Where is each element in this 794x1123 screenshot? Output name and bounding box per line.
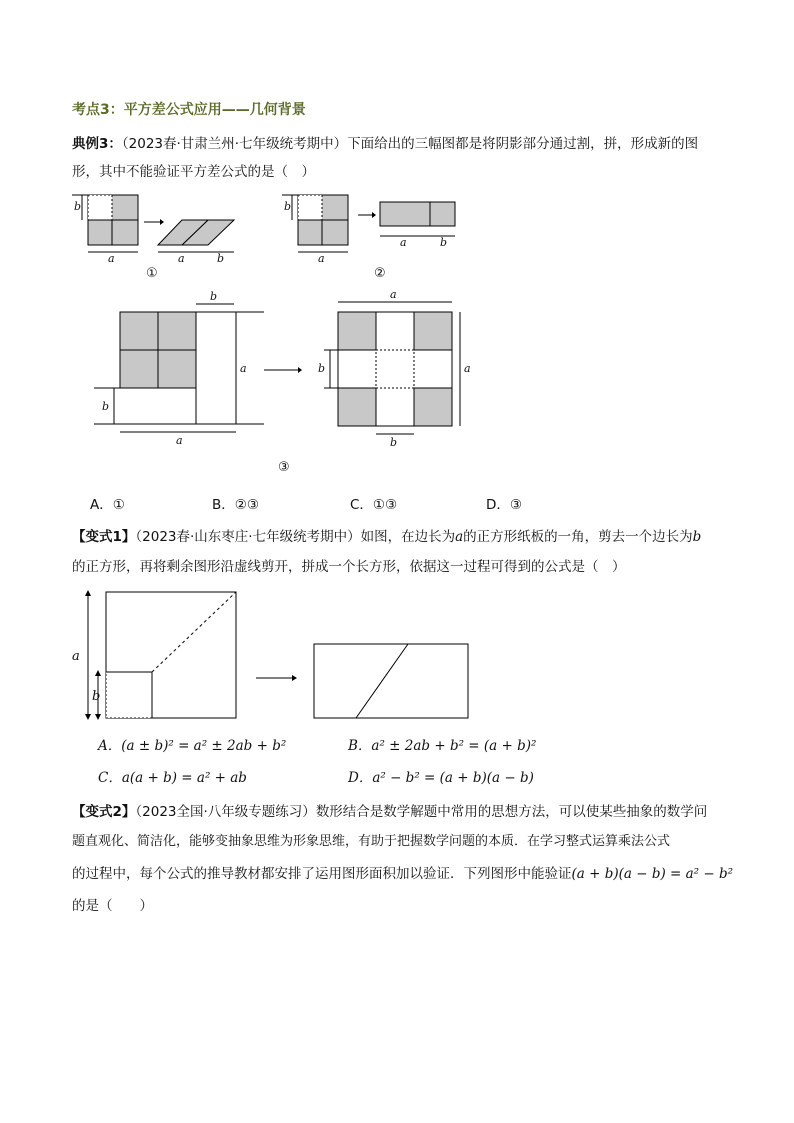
fig2-a-label: a: [318, 252, 325, 265]
variant-1-option-b[interactable]: B．a² ± 2ab + b² = (a + b)²: [348, 738, 537, 754]
fig3-a-right-label: a: [240, 362, 247, 375]
fig2b-a-label: a: [400, 236, 407, 249]
fig1-a-label: a: [108, 252, 115, 265]
variant-1-text-1b: 的正方形纸板的一角，剪去一个边长为: [463, 529, 693, 545]
section-heading: 考点3：平方差公式应用——几何背景: [72, 102, 306, 118]
fig2b-b-label: b: [440, 236, 448, 249]
variant-1-var-a: a: [455, 529, 464, 545]
variant-2-line-3: [72, 864, 732, 884]
variant-1-source: （2023春·山东枣庄·七年级统考期中）: [135, 529, 361, 545]
variant-1-diagram: [72, 584, 492, 724]
figure-2-label: ②: [374, 266, 386, 281]
fig3-a-bottom-label: a: [176, 434, 183, 447]
variant-1-text-1a: 如图，在边长为: [360, 529, 456, 545]
figure-1-diagram: [72, 190, 252, 270]
variant-2-label: 【变式2】: [72, 804, 136, 820]
variant-2-formula: (a + b)(a − b) = a² − b²: [571, 866, 734, 882]
variant-1-line-2: 的正方形，再将剩余图形沿虚线剪开，拼成一个长方形，依据这一过程可得到的公式是（ ）: [72, 559, 626, 575]
variant-2-text-3: 的过程中，每个公式的推导教材都安排了运用图形面积加以验证．下列图形中能验证: [72, 866, 572, 882]
example-option-d[interactable]: D．③: [486, 497, 522, 513]
fig1b-b-label: b: [217, 252, 225, 265]
fig3b-b-bottom-label: b: [390, 436, 398, 449]
example-option-c[interactable]: C．①③: [350, 497, 398, 513]
variant-1-b-label: b: [92, 689, 101, 704]
figure-3-diagram: [94, 284, 484, 454]
figure-1-label: ①: [146, 266, 158, 281]
fig3b-b-left-label: b: [318, 362, 326, 375]
fig3b-a-top-label: a: [390, 288, 397, 301]
example-text-1: 下面给出的三幅图都是将阴影部分通过割，拼，形成新的图: [347, 136, 699, 152]
variant-1-a-label: a: [72, 649, 80, 664]
example-label: 典例3：: [72, 136, 122, 152]
variant-1-label: 【变式1】: [72, 529, 136, 545]
variant-2-source: （2023全国·八年级专题练习）: [135, 804, 316, 820]
variant-1-option-a[interactable]: A．(a ± b)² = a² ± 2ab + b²: [98, 738, 287, 754]
variant-2-line-1: [72, 802, 732, 822]
fig3b-a-right-label: a: [464, 362, 471, 375]
variant-1-var-b: b: [692, 529, 702, 545]
example-3-line-1: [72, 134, 732, 154]
fig1b-a-label: a: [178, 252, 185, 265]
example-source: （2023春·甘肃兰州·七年级统考期中）: [121, 136, 348, 152]
fig2-b-label: b: [284, 200, 292, 213]
variant-1-line-1: [72, 527, 732, 547]
example-3-line-2: 形，其中不能验证平方差公式的是（ ）: [72, 164, 315, 180]
fig1-b-label: b: [74, 200, 82, 213]
variant-2-text-1: 数形结合是数学解题中常用的思想方法，可以使某些抽象的数学问: [315, 804, 708, 820]
fig3-b-left-label: b: [102, 400, 110, 413]
example-option-a[interactable]: A．①: [90, 497, 125, 513]
variant-2-line-2: 题直观化、简洁化，能够变抽象思维为形象思维，有助于把握数学问题的本质．在学习整式运算乘法公式: [72, 834, 671, 849]
example-option-b[interactable]: B．②③: [212, 497, 259, 513]
figure-2-diagram: [282, 190, 462, 270]
fig3-b-top-label: b: [210, 290, 218, 303]
figure-3-label: ③: [278, 460, 290, 475]
variant-1-option-c[interactable]: C．a(a + b) = a² + ab: [98, 770, 247, 786]
variant-1-option-d[interactable]: D．a² − b² = (a + b)(a − b): [348, 770, 534, 786]
variant-2-line-4: 的是（ ）: [72, 898, 153, 914]
